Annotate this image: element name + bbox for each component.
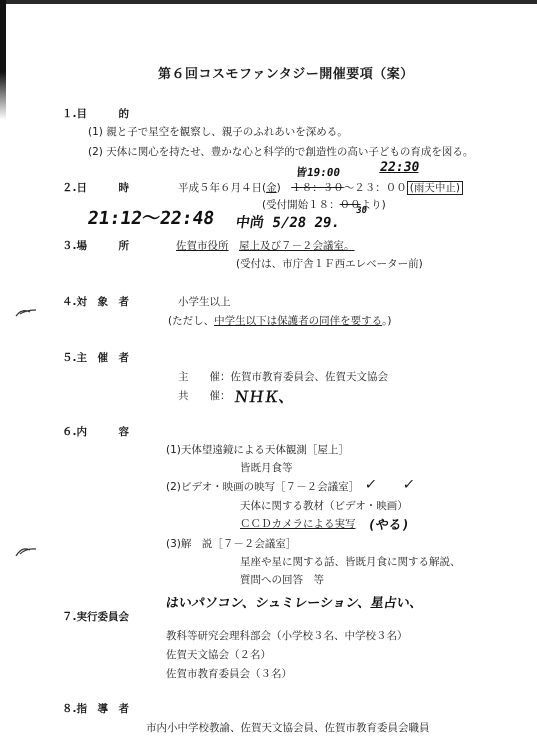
instructors-line: 市内小中学校教諭、佐賀天文協会員、佐賀市教育委員会職員 [146, 722, 430, 734]
scan-edge-top [0, 0, 537, 4]
committee-line-2: 佐賀天文協会（２名） [166, 649, 271, 661]
committee-line-3: 佐賀市教育委員会（３名） [166, 668, 292, 680]
hw-content-extra: はいパソコン、シュミレーション、星占い、 [164, 596, 424, 611]
purpose-item-1: (1) 親と子で星空を観察し、親子のふれあいを深める。 [88, 126, 348, 138]
section-4-heading: ４.対 象 者 [62, 296, 129, 308]
section-6-heading: ６.内 容 [62, 426, 129, 438]
document-title: 第６回コスモファンタジー開催要項（案） [158, 67, 414, 82]
host-row: 主 催：佐賀市教育委員会、佐賀天文協会 [178, 371, 388, 383]
content-item-2: (2)ビデオ・映画の映写［７－２会議室］ [166, 481, 360, 493]
section-1-heading: １.目 的 [62, 108, 129, 120]
hw-date-top: 皆19:00 [295, 166, 341, 179]
margin-mark-icon [14, 544, 38, 560]
event-date: 平成５年６月４日(金) １８：３０～２３：００ (雨天中止) [178, 182, 463, 195]
section-2-heading: ２.日 時 [62, 182, 129, 194]
target-line-2: (ただし、中学生以下は保護者の同伴を要する。) [168, 315, 392, 327]
purpose-item-2: (2) 天体に関心を持たせ、豊かな心と科学的で創造性の高い子どもの育成を図る。 [88, 146, 474, 158]
margin-mark-icon [14, 306, 38, 320]
content-item-1-sub: 皆既月食等 [240, 462, 293, 474]
committee-line-1: 教科等研究会理科部会（小学校３名、中学校３名） [166, 630, 408, 642]
place-reception: (受付は、市庁舎１Ｆ西エレベーター前) [236, 258, 423, 270]
hw-time-left: 21:12～22:48 [86, 208, 216, 229]
hw-moon-note: 中尚 5/28 29. [234, 215, 341, 231]
hw-reception-fix: 30 [355, 206, 368, 216]
reception-time: (受付開始１８：００より) [262, 199, 386, 211]
content-item-2-sub-1: 天体に関する教材（ビデオ・映画） [240, 500, 408, 512]
hw-cohost-nhk: ＮＨＫ、 [232, 388, 296, 406]
hw-ccd-note: (やる) [366, 518, 411, 533]
cohost-row: 共 催： [178, 390, 231, 402]
scan-edge-left [0, 0, 6, 120]
check-icon: ✓ [402, 474, 415, 493]
section-8-heading: ８.指 導 者 [62, 703, 129, 715]
content-item-1: (1)天体望遠鏡による天体観測［屋上］ [166, 444, 349, 456]
hw-time-top: 22:30 [378, 160, 421, 175]
section-5-heading: ５.主 催 者 [62, 352, 129, 364]
content-item-3: (3)解 説［７－２会議室］ [166, 538, 297, 550]
check-icon: ✓ [364, 474, 377, 493]
section-7-heading: ７.実行委員会 [62, 611, 129, 623]
content-item-2-sub-2: ＣＣＤカメラによる実写 [240, 518, 356, 530]
section-3-heading: ３.場 所 [62, 240, 129, 252]
content-item-3-sub-2: 質問への回答 等 [240, 574, 324, 586]
target-line-1: 小学生以上 [178, 296, 231, 308]
content-item-3-sub-1: 星座や星に関する話、皆既月食に関する解説、 [240, 556, 461, 568]
rain-note: (雨天中止) [407, 181, 463, 195]
place-main: 佐賀市役所 屋上及び７－２会議室。 [176, 240, 355, 252]
